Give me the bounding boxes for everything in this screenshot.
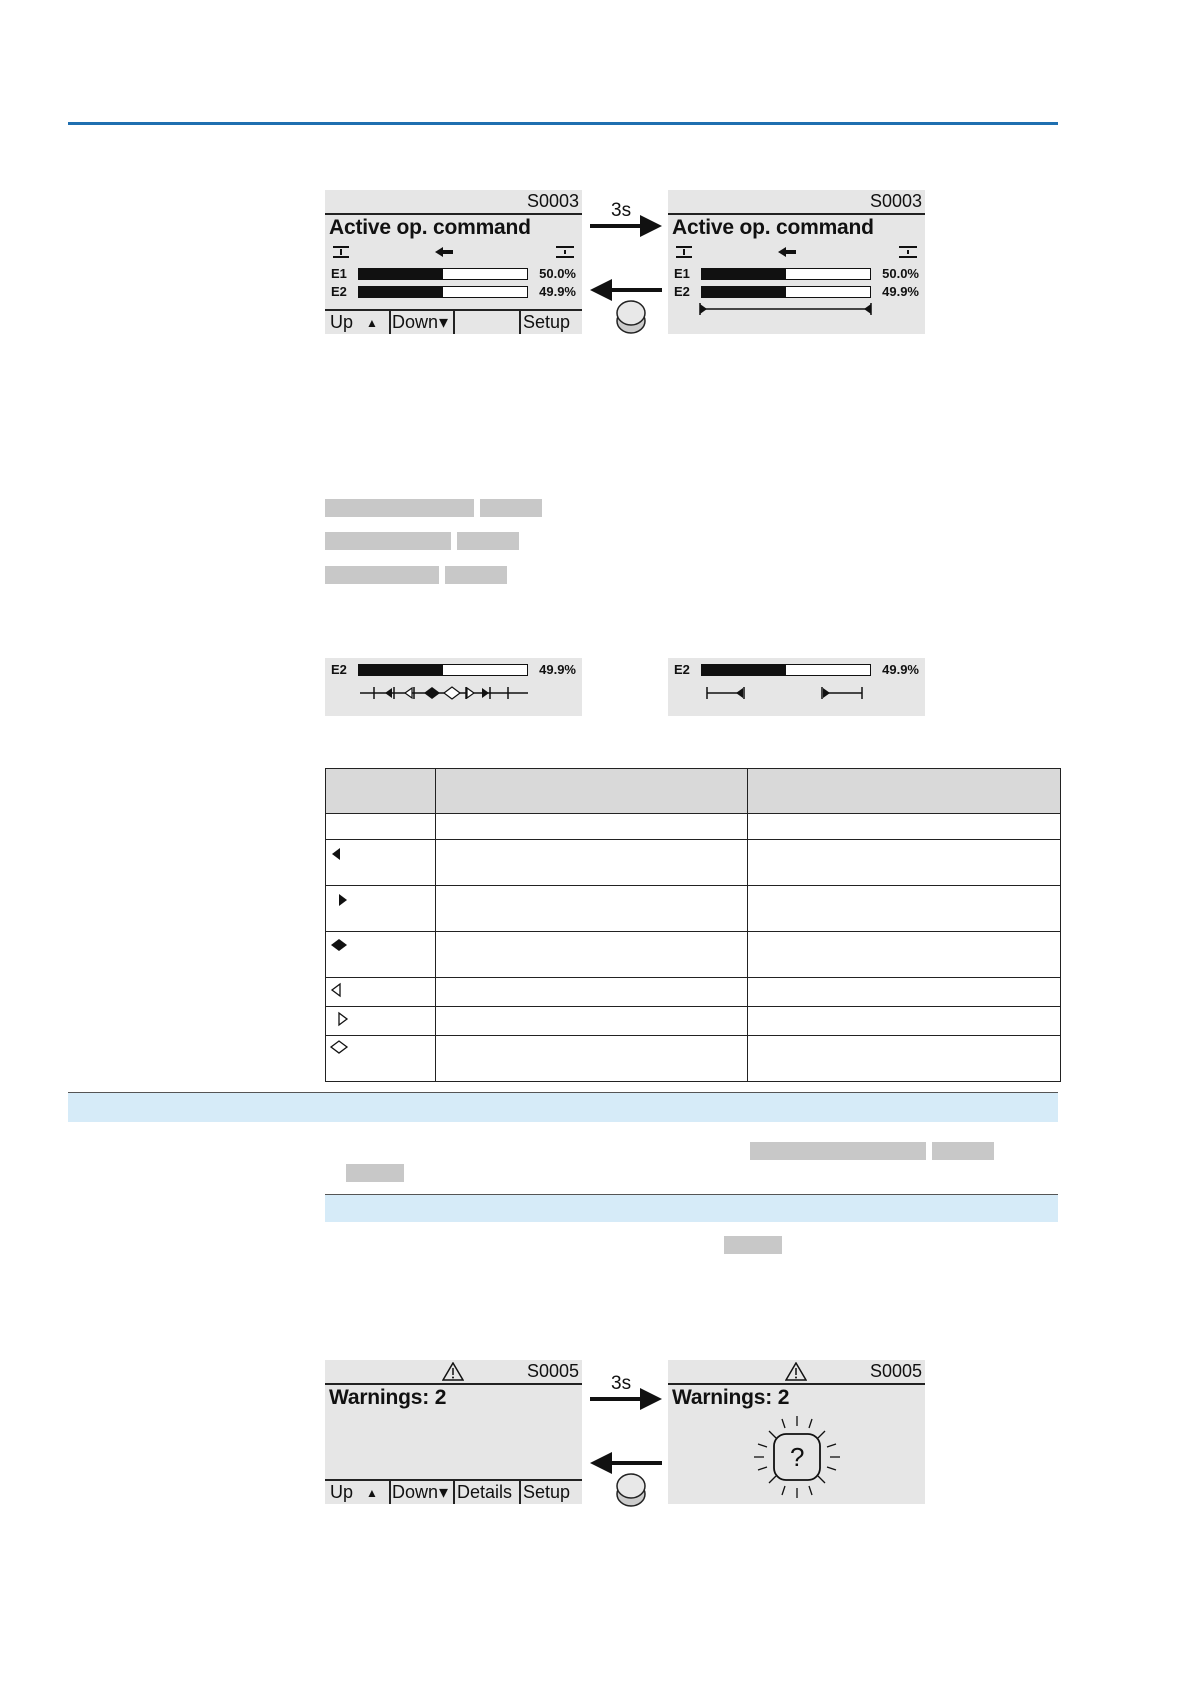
row-label: E2 [674,662,690,677]
table-row [326,932,1061,978]
softkey-divider [453,311,455,334]
filled-diamond-icon [329,937,351,957]
symbol-table [325,768,1061,1082]
table-row [326,1007,1061,1036]
progress-fill [702,287,786,297]
symbol-cell [326,932,436,978]
softkey-down[interactable]: Down [392,312,439,332]
down-arrow-icon: ▾ [439,312,449,332]
table-row [326,1036,1061,1082]
intermediate-positions-indicator [358,684,530,702]
progress-bar [358,268,528,280]
right-open-triangle-icon [467,688,474,698]
progress-fill [359,665,443,675]
display-title: Active op. command [329,216,531,239]
arrow-right-icon [590,215,662,237]
row-percent: 49.9% [539,662,576,677]
delay-label: 3s [611,1373,632,1394]
progress-fill [702,269,786,279]
symbol-cell [326,814,436,840]
left-filled-triangle-icon [329,845,349,865]
status-row-e2 [331,662,576,678]
display-header [668,1360,925,1385]
progress-bar [358,286,528,298]
redacted-text [445,566,507,584]
progress-bar [701,286,871,298]
arrow-left-icon [590,1452,662,1474]
table-row [326,886,1061,932]
note-rule [325,1194,1058,1195]
section-highlight-band [68,1092,1058,1122]
up-arrow-icon: ▲ [366,316,378,330]
table-row [326,840,1061,886]
status-row-e2 [674,662,919,678]
help-question-mark: ? [790,1442,805,1472]
direction-icons [674,245,919,259]
left-filled-triangle-icon [736,688,743,698]
status-row-e1 [674,266,919,282]
display-active-op-command-positions [668,190,925,334]
row-label: E1 [674,266,690,281]
status-row-e2 [674,284,919,300]
table-header-cell [436,769,748,814]
push-button-icon [615,1472,647,1508]
end-position-closed-icon [333,247,349,257]
redacted-text [325,532,451,550]
redacted-text [457,532,519,550]
row-percent: 50.0% [882,266,919,281]
right-filled-triangle-icon [336,891,356,911]
symbol-cell [326,886,436,932]
display-e2-end-positions [668,658,925,716]
push-button-icon [615,299,647,335]
section-rule [68,1092,1058,1093]
left-open-triangle-icon [329,981,349,1001]
display-title: Warnings: 2 [672,1386,790,1409]
display-header [325,1360,582,1385]
end-position-closed-icon [676,247,692,257]
softkey-details[interactable]: Details [457,1482,513,1502]
filled-diamond-icon [424,687,440,699]
warning-icon [442,1362,464,1381]
table-header-row [326,769,1061,814]
row-label: E2 [331,284,347,299]
redacted-text [325,499,474,517]
right-filled-triangle-icon [482,688,489,698]
table-header-cell [748,769,1061,814]
table-row [326,978,1061,1007]
row-label: E1 [331,266,347,281]
softkey-divider [389,311,391,334]
right-open-triangle-icon [336,1010,356,1030]
softkey-up[interactable]: Up [330,312,354,332]
row-percent: 50.0% [539,266,576,281]
note-highlight-band [325,1194,1058,1222]
redacted-text [325,566,439,584]
down-arrow-icon: ▾ [439,1482,449,1502]
symbol-cell [326,1007,436,1036]
arrow-left-icon [778,247,796,257]
softkey-divider [519,311,521,334]
open-diamond-icon [329,1039,351,1059]
display-header [325,190,582,215]
row-percent: 49.9% [882,662,919,677]
display-header [668,190,925,215]
end-position-open-icon [899,247,917,257]
display-title: Active op. command [672,216,874,239]
display-title: Warnings: 2 [329,1386,447,1409]
left-filled-triangle-icon [385,688,392,698]
end-positions-indicator [705,684,865,702]
screen-code: S0005 [526,1361,579,1381]
display-warnings [325,1360,582,1504]
redacted-text [724,1236,782,1254]
warning-icon [785,1362,807,1381]
status-row-e2 [331,284,576,300]
delay-label: 3s [611,200,632,221]
softkey-bar [325,1479,582,1504]
screen-code: S0003 [526,191,579,211]
redacted-text [480,499,542,517]
range-end-marker-icon [864,304,871,314]
up-arrow-icon: ▲ [366,1486,378,1500]
direction-icons [331,245,576,259]
progress-fill [359,287,443,297]
table-row [326,814,1061,840]
arrow-left-icon [590,279,662,301]
display-e2-intermediate-positions [325,658,582,716]
softkey-setup[interactable]: Setup [523,312,571,332]
row-percent: 49.9% [539,284,576,299]
status-row-e1 [331,266,576,282]
row-percent: 49.9% [882,284,919,299]
softkey-divider [519,1481,521,1504]
progress-bar [701,268,871,280]
screen-code: S0003 [869,191,922,211]
display-active-op-command [325,190,582,334]
softkey-bar [325,309,582,334]
symbol-cell [326,840,436,886]
left-open-triangle-icon [405,688,412,698]
symbol-cell [326,978,436,1007]
row-label: E2 [674,284,690,299]
progress-bar [358,664,528,676]
redacted-text [346,1164,404,1182]
symbol-cell [326,1036,436,1082]
position-range-indicator [698,302,873,316]
arrow-right-icon [590,1388,662,1410]
softkey-up[interactable]: Up [330,1482,354,1502]
row-label: E2 [331,662,347,677]
softkey-setup[interactable]: Setup [523,1482,571,1502]
softkey-divider [453,1481,455,1504]
redacted-text [932,1142,994,1160]
softkey-down[interactable]: Down [392,1482,439,1502]
progress-bar [701,664,871,676]
arrow-left-icon [435,247,453,257]
redacted-text [750,1142,926,1160]
progress-fill [359,269,443,279]
table-header-cell [326,769,436,814]
screen-code: S0005 [869,1361,922,1381]
display-warnings-help [668,1360,925,1504]
header-rule [68,122,1058,125]
end-position-open-icon [556,247,574,257]
progress-fill [702,665,786,675]
softkey-divider [389,1481,391,1504]
open-diamond-icon [444,687,460,699]
range-start-marker-icon [700,304,707,314]
